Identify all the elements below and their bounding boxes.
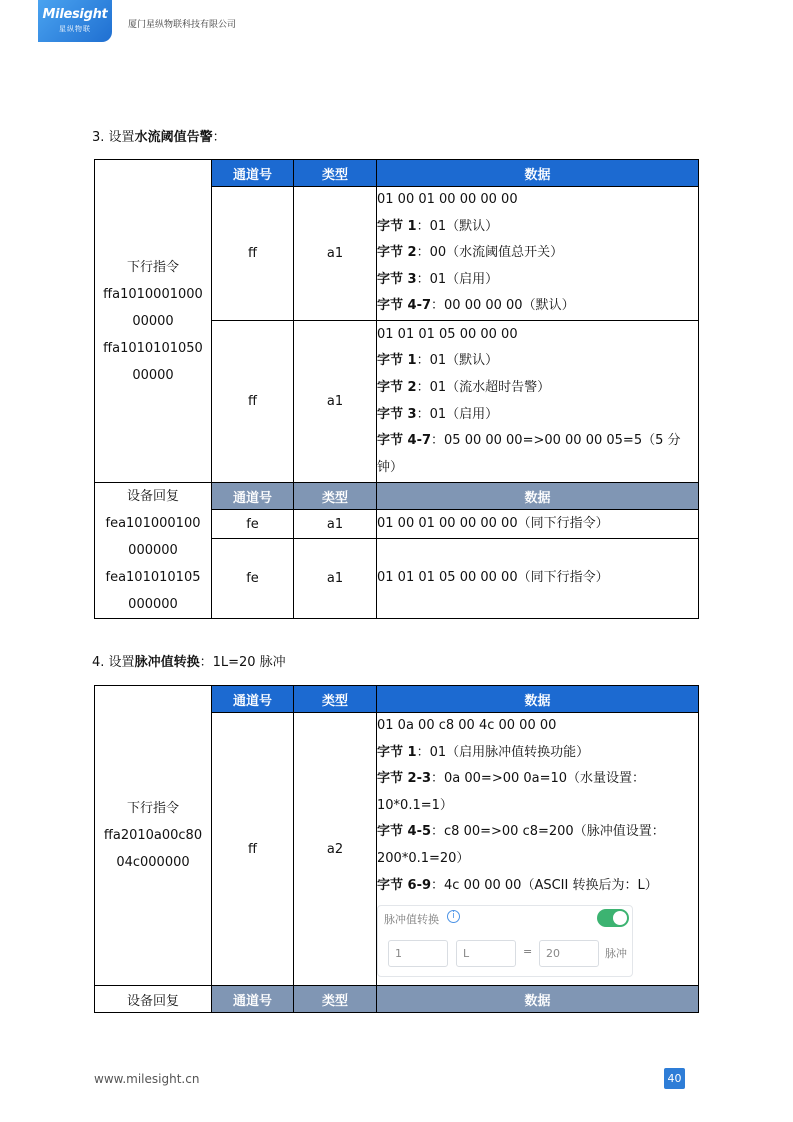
type-cell: a1 <box>294 538 377 618</box>
data-cell: 01 01 01 05 00 00 00 字节 1：01（默认） 字节 2：01（流水超时告警） 字节 3：01（启用） 字节 4-7：05 00 00 00=>00 00 00 05=5（5 分 钟） <box>377 321 699 483</box>
channel-cell: fe <box>212 510 294 538</box>
data-cell: 01 00 01 00 00 00 00（同下行指令） <box>377 510 699 538</box>
header-channel: 通道号 <box>212 483 294 510</box>
table-header-row <box>95 160 699 187</box>
water-threshold-table <box>94 159 699 619</box>
pulse-input[interactable]: 20 <box>539 940 599 967</box>
header-data: 数据 <box>377 483 699 510</box>
logo-brand: Milesight <box>42 7 108 22</box>
company-logo <box>38 0 112 42</box>
data-cell: 01 01 01 05 00 00 00（同下行指令） <box>377 538 699 618</box>
section-3-title: 3. 设置水流阈值告警： <box>92 130 226 145</box>
header-type: 类型 <box>294 686 377 713</box>
header-channel: 通道号 <box>212 160 294 187</box>
type-cell: a2 <box>294 713 377 986</box>
reply-header-row <box>95 483 699 510</box>
header-data: 数据 <box>377 986 699 1013</box>
info-icon[interactable]: i <box>447 910 460 923</box>
company-name: 厦门星纵物联科技有限公司 <box>128 20 237 30</box>
reply-cell: 设备回复 <box>95 986 212 1013</box>
downlink-cell: 下行指令 ffa1010001000 00000 ffa1010101050 00000 <box>95 160 212 483</box>
header-data: 数据 <box>377 160 699 187</box>
channel-cell: ff <box>212 187 294 321</box>
header-type: 类型 <box>294 160 377 187</box>
header-channel: 通道号 <box>212 986 294 1013</box>
reply-header-row <box>95 986 699 1013</box>
pulse-unit-label: 脉冲 <box>605 947 627 961</box>
widget-label: 脉冲值转换 <box>384 913 439 927</box>
table-header-row <box>95 686 699 713</box>
type-cell: a1 <box>294 510 377 538</box>
data-cell: 01 0a 00 c8 00 4c 00 00 00 字节 1：01（启用脉冲值转换功能） 字节 2-3：0a 00=>00 0a=10（水量设置： 10*0.1=1） 字节 4-5：c8 00=>00 c8=200（脉冲值设置： 200*0.1=20） 字节 6-9：4c 00 00 00（ASCII 转换后为：L） 脉冲值转换 i 1 L = 20 脉冲 <box>377 713 699 986</box>
logo-brand-cn: 星纵物联 <box>59 25 91 33</box>
type-cell: a1 <box>294 321 377 483</box>
channel-cell: ff <box>212 713 294 986</box>
downlink-cell: 下行指令 ffa2010a00c80 04c000000 <box>95 686 212 986</box>
header-data: 数据 <box>377 686 699 713</box>
pulse-conversion-toggle[interactable] <box>597 909 629 927</box>
header-channel: 通道号 <box>212 686 294 713</box>
pulse-conversion-table <box>94 685 699 1013</box>
data-cell: 01 00 01 00 00 00 00 字节 1：01（默认） 字节 2：00（水流阈值总开关） 字节 3：01（启用） 字节 4-7：00 00 00 00（默认） <box>377 187 699 321</box>
section-4-title: 4. 设置脉冲值转换：1L=20 脉冲 <box>92 655 286 670</box>
channel-cell: ff <box>212 321 294 483</box>
volume-input[interactable]: 1 <box>388 940 448 967</box>
equals-sign: = <box>523 945 533 959</box>
header-type: 类型 <box>294 986 377 1013</box>
page-number: 40 <box>664 1068 685 1089</box>
type-cell: a1 <box>294 187 377 321</box>
header-type: 类型 <box>294 483 377 510</box>
unit-select[interactable]: L <box>456 940 516 967</box>
channel-cell: fe <box>212 538 294 618</box>
footer-url: www.milesight.cn <box>94 1072 200 1086</box>
pulse-conversion-widget <box>377 905 633 977</box>
toggle-knob <box>613 911 627 925</box>
reply-cell: 设备回复 fea101000100 000000 fea101010105 000000 <box>95 483 212 619</box>
